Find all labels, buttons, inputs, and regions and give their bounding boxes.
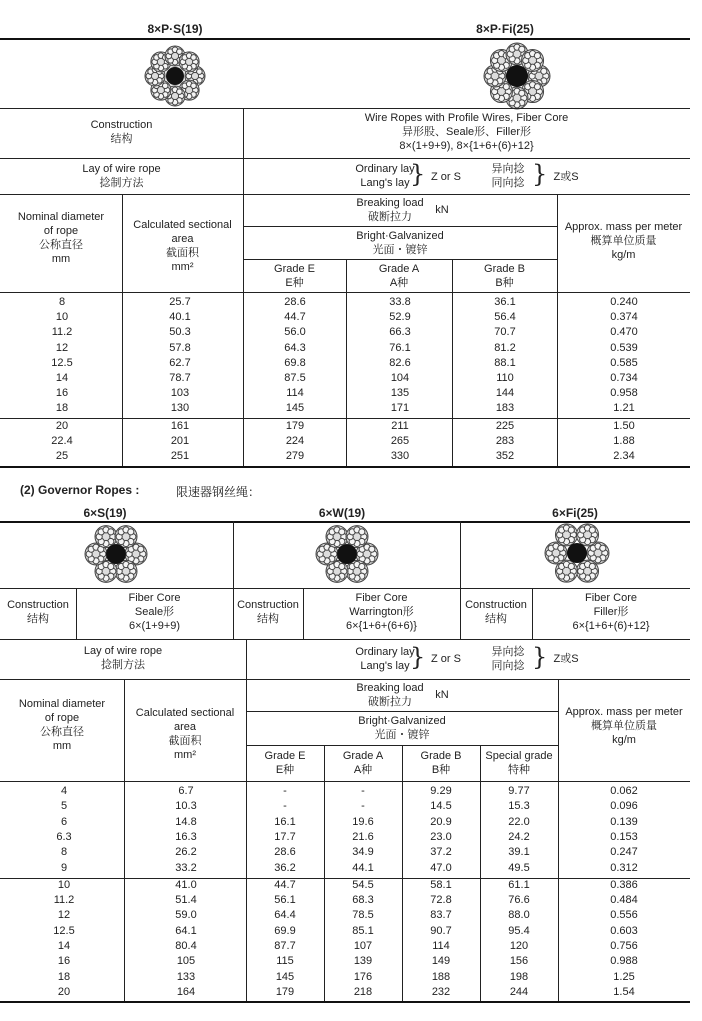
t2-cell: 90.7: [430, 924, 452, 937]
t1-cell: 14: [55, 372, 69, 384]
t1-cell: 135: [390, 387, 410, 400]
t2-lay-cn: 异向捻 同向捻: [491, 646, 525, 672]
t1-title-ps19: 8×P·S(19): [147, 22, 203, 36]
t2-cell: 61.1: [508, 878, 530, 891]
t2-cell: 16.3: [175, 830, 197, 843]
rope-section-icon: [84, 522, 148, 586]
t1-cell: 76.1: [389, 341, 411, 354]
t2-cell: 10.3: [175, 800, 197, 813]
t2-cell: 51.4: [175, 894, 197, 907]
t2-cell: 8: [60, 846, 68, 859]
t1-unit-kn: kN: [435, 204, 449, 216]
t2-cell: 22.0: [508, 815, 530, 828]
t2-cell: 80.4: [175, 940, 197, 952]
t2-cell: -: [361, 785, 365, 797]
t1-cell: 88.1: [494, 356, 516, 369]
t2-grade-special: Special grade 特种: [485, 750, 553, 776]
t2-grade-e: Grade E E种: [264, 750, 306, 776]
t2-cell: 6.7: [178, 785, 194, 797]
t2-cell: 139: [353, 955, 373, 968]
t1-cell: 56.0: [284, 326, 306, 339]
t1-cell: 10: [55, 311, 69, 324]
t2-type-warrington: Fiber Core Warrington形 6×{1+6+(6+6)}: [346, 592, 417, 632]
t2-cell: 83.7: [430, 909, 452, 922]
t2-cell: 20.9: [430, 815, 452, 828]
t2-cell: 69.9: [274, 924, 296, 937]
t2-cell: 120: [509, 940, 529, 952]
t1-cell: 33.8: [389, 296, 411, 308]
t1-cell: 12.5: [51, 356, 73, 369]
t2-cell: 9.77: [508, 785, 530, 797]
t2-cell: 232: [431, 985, 451, 998]
t2-cell: 56.1: [274, 894, 296, 907]
t2-cell: 54.5: [352, 878, 374, 891]
t1-col-surface: Bright·Galvanized 光面・镀锌: [356, 230, 444, 256]
section2-title: (2) Governor Ropes :: [20, 483, 140, 497]
t2-type-seale: Fiber Core Seale形 6×(1+9+9): [128, 592, 181, 632]
t2-cell: 133: [176, 970, 196, 983]
t1-cell: 0.585: [610, 356, 638, 369]
t2-cell: 114: [432, 940, 450, 952]
t2-cell: 11.2: [53, 894, 75, 907]
t2-title-w19: 6×W(19): [318, 506, 366, 520]
t2-cell: 0.153: [610, 830, 638, 843]
t1-cell: 18: [55, 402, 69, 415]
t1-cell: 87.5: [284, 372, 306, 384]
t2-cell: 0.484: [610, 894, 638, 907]
t2-cell: 188: [431, 970, 451, 983]
t2-title-s19: 6×S(19): [83, 506, 127, 520]
t1-cell: 145: [285, 402, 305, 415]
t1-col-mass: Approx. mass per meter 概算单位质量 kg/m: [564, 221, 683, 261]
t1-lay-codes: Z or S: [431, 171, 461, 183]
t1-cell: 56.4: [494, 311, 516, 324]
t2-cell: 0.988: [610, 955, 638, 968]
t2-cell: 19.6: [352, 815, 374, 828]
t2-lay-codes: Z or S: [431, 653, 461, 665]
t1-col-area: Calculated sectional area 截面积 mm²: [133, 219, 232, 273]
t1-cell: 1.21: [613, 402, 635, 415]
t1-cell: 12: [55, 341, 69, 354]
t1-cell: 78.7: [169, 372, 191, 384]
t2-construction-label: Construction 结构: [7, 599, 69, 625]
t1-cell: 114: [286, 387, 304, 400]
t1-cell: 50.3: [169, 326, 191, 339]
t1-construction-desc: Wire Ropes with Profile Wires, Fiber Core 异形股、Seale形、Filler形 8×(1+9+9), 8×{1+6+(6)+12}: [364, 112, 569, 152]
t2-cell: 16.1: [274, 815, 296, 828]
t1-lay-code-cn: Z或S: [553, 171, 579, 183]
t2-cell: 218: [353, 985, 373, 998]
t1-cell: 25: [55, 450, 69, 462]
t1-cell: 22.4: [51, 434, 73, 447]
t2-cell: 23.0: [430, 830, 452, 843]
t2-cell: 12.5: [53, 924, 75, 937]
t2-cell: 85.1: [352, 924, 374, 937]
t2-cell: 0.139: [610, 815, 638, 828]
rope-section-icon: [544, 520, 610, 586]
t2-cell: 6.3: [56, 830, 72, 843]
t2-cell: 107: [353, 940, 373, 952]
t2-cell: 9.29: [430, 785, 452, 797]
t2-cell: 9: [60, 861, 68, 874]
t1-cell: 104: [390, 372, 410, 384]
t1-cell: 179: [285, 419, 305, 432]
t2-cell: 6: [60, 815, 68, 828]
t1-cell: 52.9: [389, 311, 411, 324]
t1-cell: 110: [496, 372, 514, 384]
t2-cell: 16: [57, 955, 71, 968]
t2-cell: 0.556: [610, 909, 638, 922]
t2-cell: 145: [275, 970, 295, 983]
t1-cell: 82.6: [389, 356, 411, 369]
t1-cell: 0.539: [610, 341, 638, 354]
t2-cell: 0.756: [610, 940, 638, 952]
t2-cell: 34.9: [352, 846, 374, 859]
t2-cell: 149: [431, 955, 451, 968]
t2-cell: 76.6: [508, 894, 530, 907]
t2-cell: 14.5: [430, 800, 452, 813]
t1-cell: 130: [170, 402, 190, 415]
t2-cell: 33.2: [175, 861, 197, 874]
t2-cell: 244: [509, 985, 529, 998]
t2-lay-code-cn: Z或S: [553, 653, 579, 665]
t2-cell: 1.25: [613, 970, 635, 983]
t2-cell: 64.4: [274, 909, 296, 922]
t2-cell: 39.1: [508, 846, 530, 859]
t2-cell: 49.5: [508, 861, 530, 874]
t2-cell: 44.1: [352, 861, 374, 874]
t1-cell: 36.1: [494, 296, 516, 308]
t2-cell: 64.1: [175, 924, 197, 937]
t1-cell: 1.88: [613, 434, 635, 447]
t2-cell: 0.603: [610, 924, 638, 937]
t1-cell: 66.3: [389, 326, 411, 339]
t2-cell: 24.2: [508, 830, 530, 843]
t2-unit-kn: kN: [435, 689, 449, 701]
t1-cell: 161: [170, 419, 190, 432]
t1-cell: 28.6: [284, 296, 306, 308]
t2-cell: 59.0: [175, 909, 197, 922]
t2-col-surface: Bright·Galvanized 光面・镀锌: [358, 715, 446, 741]
t2-cell: 12: [57, 909, 71, 922]
rope-section-icon: [315, 522, 379, 586]
t1-cell: 171: [390, 402, 410, 415]
t1-cell: 283: [495, 434, 515, 447]
t1-cell: 251: [170, 450, 190, 462]
t2-cell: 37.2: [430, 846, 452, 859]
t2-cell: 4: [60, 785, 68, 797]
t1-cell: 25.7: [169, 296, 191, 308]
t2-cell: 68.3: [352, 894, 374, 907]
t1-construction-label: Construction 结构: [90, 119, 153, 145]
t2-cell: 41.0: [175, 878, 197, 891]
t2-lay-types: Ordinary lay Lang's lay: [355, 646, 415, 672]
t2-cell: 10: [57, 878, 71, 891]
t2-lay-label: Lay of wire rope 捻制方法: [83, 645, 163, 671]
t2-cell: 1.54: [613, 985, 635, 998]
t1-cell: 11.2: [51, 326, 73, 339]
t1-cell: 144: [495, 387, 515, 400]
t1-cell: 64.3: [284, 341, 306, 354]
t1-cell: 103: [170, 387, 190, 400]
t2-cell: -: [283, 785, 287, 797]
t1-cell: 279: [285, 450, 305, 462]
t1-grade-e: Grade E E种: [274, 263, 315, 289]
t1-cell: 57.8: [169, 341, 191, 354]
t2-cell: 0.062: [610, 785, 638, 797]
t2-cell: 164: [176, 985, 196, 998]
rope-section-icon: [143, 44, 207, 108]
t2-cell: 20: [57, 985, 71, 998]
t2-col-breaking: Breaking load 破断拉力: [356, 682, 424, 708]
t1-cell: 44.7: [284, 311, 306, 324]
t1-cell: 0.958: [610, 387, 638, 400]
t2-cell: 88.0: [508, 909, 530, 922]
t1-lay-types: Ordinary lay Lang's lay: [355, 163, 415, 189]
t2-cell: 47.0: [430, 861, 452, 874]
t2-cell: 44.7: [274, 878, 296, 891]
t2-cell: 18: [57, 970, 71, 983]
t1-cell: 8: [58, 296, 66, 308]
t2-cell: 78.5: [352, 909, 374, 922]
t1-cell: 211: [391, 419, 409, 432]
t2-cell: 58.1: [430, 878, 452, 891]
t1-cell: 201: [170, 434, 190, 447]
t2-cell: 198: [509, 970, 529, 983]
t2-cell: 95.4: [508, 924, 530, 937]
t2-cell: 87.7: [274, 940, 296, 952]
t2-construction-label: Construction 结构: [237, 599, 299, 625]
t2-construction-label: Construction 结构: [465, 599, 527, 625]
t2-grade-b: Grade B B种: [420, 750, 462, 776]
t1-cell: 352: [495, 450, 515, 462]
t2-cell: 21.6: [352, 830, 374, 843]
t2-cell: 0.247: [610, 846, 638, 859]
t1-cell: 330: [390, 450, 410, 462]
t2-type-filler: Fiber Core Filler形 6×{1+6+(6)+12}: [572, 592, 650, 632]
t2-grade-a: Grade A A种: [342, 750, 384, 776]
t1-cell: 62.7: [169, 356, 191, 369]
t1-lay-cn: 异向捻 同向捻: [491, 163, 525, 189]
t2-cell: 28.6: [274, 846, 296, 859]
rope-section-icon: [483, 42, 551, 110]
t2-cell: 14.8: [175, 815, 197, 828]
t1-cell: 0.470: [610, 326, 638, 339]
t2-cell: 15.3: [508, 800, 530, 813]
t1-cell: 16: [55, 387, 69, 400]
t1-cell: 2.34: [613, 450, 635, 462]
t1-col-diameter: Nominal diameter of rope 公称直径 mm: [17, 211, 105, 265]
t1-cell: 20: [55, 419, 69, 432]
t2-cell: 0.386: [610, 878, 638, 891]
t2-cell: 179: [275, 985, 295, 998]
t2-col-area: Calculated sectional area 截面积 mm²: [135, 707, 235, 761]
t1-cell: 0.374: [610, 311, 638, 324]
t2-cell: 115: [276, 955, 294, 968]
t2-title-fi25: 6×Fi(25): [552, 506, 598, 520]
t2-cell: 72.8: [430, 894, 452, 907]
t1-cell: 0.240: [610, 296, 638, 308]
section2-title-cn: 限速器钢丝绳：: [176, 485, 261, 499]
t2-cell: 156: [509, 955, 529, 968]
t2-col-diameter: Nominal diameter of rope 公称直径 mm: [18, 698, 106, 752]
t1-cell: 81.2: [494, 341, 516, 354]
t1-cell: 1.50: [613, 419, 635, 432]
t1-cell: 225: [495, 419, 515, 432]
t1-grade-b: Grade B B种: [484, 263, 525, 289]
t1-cell: 69.8: [284, 356, 306, 369]
t1-title-pfi25: 8×P·Fi(25): [476, 22, 534, 36]
t2-cell: 0.096: [610, 800, 638, 813]
t1-cell: 265: [390, 434, 410, 447]
t2-cell: 176: [353, 970, 373, 983]
t2-cell: 5: [60, 800, 68, 813]
t1-lay-label: Lay of wire rope 捻制方法: [82, 163, 161, 189]
t1-grade-a: Grade A A种: [378, 263, 420, 289]
t2-cell: 0.312: [610, 861, 638, 874]
t1-cell: 40.1: [169, 311, 191, 324]
t2-cell: -: [283, 800, 287, 813]
t1-col-breaking: Breaking load 破断拉力: [356, 197, 424, 223]
t1-cell: 224: [285, 434, 305, 447]
t2-cell: -: [361, 800, 365, 813]
t1-cell: 183: [495, 402, 515, 415]
t2-cell: 105: [176, 955, 196, 968]
t2-cell: 14: [57, 940, 71, 952]
t2-col-mass: Approx. mass per meter 概算单位质量 kg/m: [565, 706, 683, 746]
t2-cell: 26.2: [175, 846, 197, 859]
t1-cell: 0.734: [610, 372, 638, 384]
t2-cell: 17.7: [274, 830, 296, 843]
t2-cell: 36.2: [274, 861, 296, 874]
t1-cell: 70.7: [494, 326, 516, 339]
